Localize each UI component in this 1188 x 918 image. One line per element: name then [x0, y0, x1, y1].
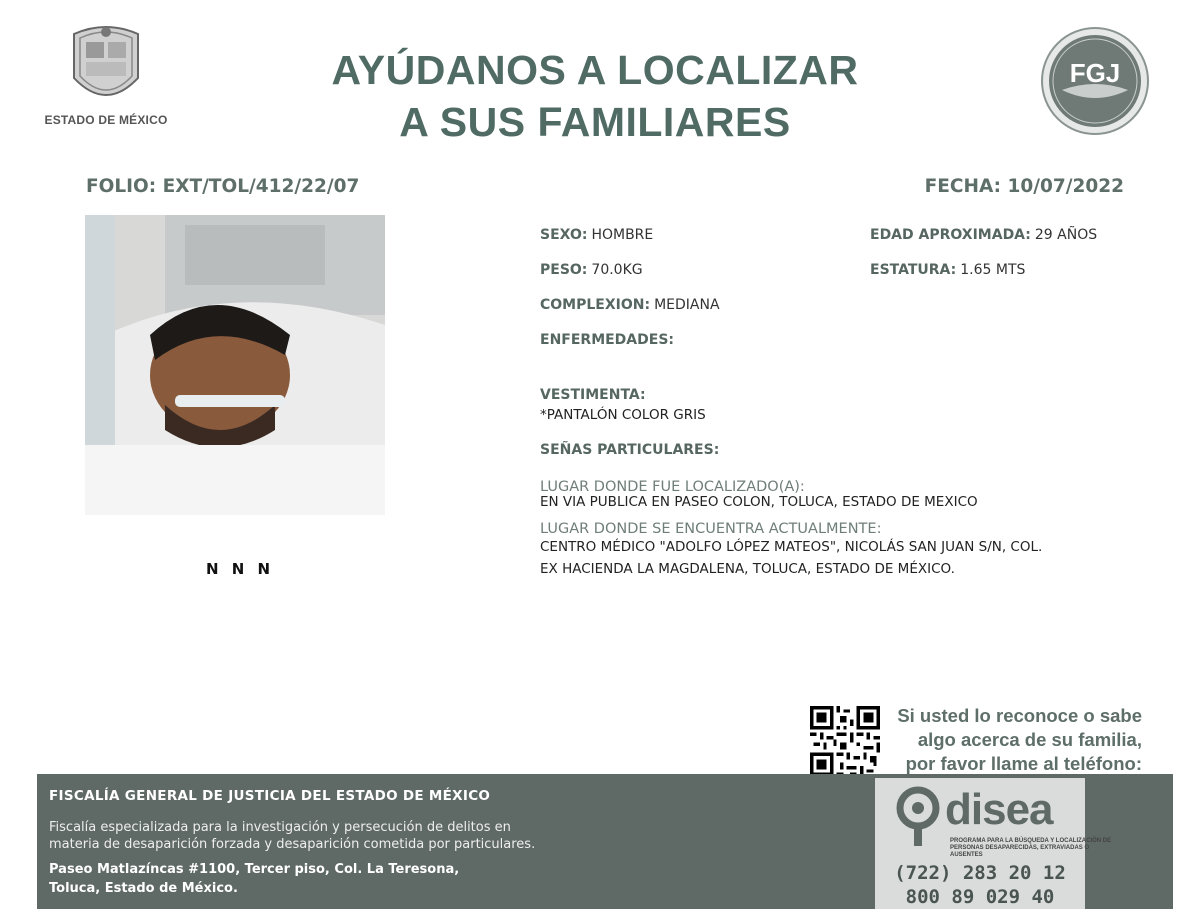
- phone-number-1[interactable]: (722) 283 20 12: [894, 862, 1066, 884]
- coat-of-arms-icon: [66, 20, 146, 108]
- field-peso-value: 70.0KG: [591, 262, 643, 278]
- field-senas: [540, 442, 723, 458]
- footer: [37, 774, 1173, 909]
- page-title: [230, 44, 960, 148]
- odisea-wordmark: disea: [945, 785, 1053, 834]
- odisea-panel: [875, 778, 1112, 909]
- field-sexo: [540, 227, 653, 243]
- lugar-actual-line-1: CENTRO MÉDICO "ADOLFO LÓPEZ MATEOS", NICOLÁS SAN JUAN S/N, COL.: [540, 539, 1043, 555]
- folio-label: FOLIO:: [86, 176, 157, 197]
- cta-line-1: Si usted lo reconoce o sabe: [897, 705, 1142, 726]
- field-peso: [540, 262, 643, 278]
- estado-de-mexico-logo: [40, 20, 172, 130]
- state-logo-caption: ESTADO DE MÉXICO: [44, 113, 168, 127]
- field-edad-value: 29 AÑOS: [1034, 227, 1098, 243]
- field-complexion-label: COMPLEXION:: [540, 297, 651, 313]
- lugar-localizado-label: LUGAR DONDE FUE LOCALIZADO(A):: [540, 479, 805, 495]
- field-complexion: [540, 297, 720, 313]
- fgj-logo-text: FGJ: [1069, 58, 1121, 88]
- magnifier-pin-icon: [895, 786, 941, 848]
- lugar-actual-label: LUGAR DONDE SE ENCUENTRA ACTUALMENTE:: [540, 521, 882, 537]
- fecha-label: FECHA:: [924, 176, 1002, 197]
- title-line-1: AYÚDANOS A LOCALIZAR: [331, 47, 859, 93]
- field-sexo-label: SEXO:: [540, 227, 588, 243]
- folio-value: EXT/TOL/412/22/07: [162, 176, 360, 197]
- footer-addr-line-1: Paseo Matlazíncas #1100, Tercer piso, Col. La Teresona,: [49, 862, 460, 877]
- field-estatura-label: ESTATURA:: [870, 262, 957, 278]
- fgj-seal-icon: [1040, 26, 1150, 136]
- qr-code-icon: [810, 706, 880, 776]
- person-photo: [85, 215, 385, 515]
- field-edad: [870, 227, 1097, 243]
- lugar-localizado-value: EN VIA PUBLICA EN PASEO COLON, TOLUCA, ESTADO DE MEXICO: [540, 494, 978, 510]
- field-sexo-value: HOMBRE: [591, 227, 654, 243]
- call-to-action: [880, 704, 1142, 776]
- title-line-2: A SUS FAMILIARES: [399, 99, 791, 145]
- field-estatura: [870, 262, 1025, 278]
- footer-addr-line-2: Toluca, Estado de México.: [49, 881, 238, 896]
- field-vestimenta-value: *PANTALÓN COLOR GRIS: [540, 407, 706, 423]
- odisea-subtitle: PROGRAMA PARA LA BÚSQUEDA Y LOCALIZACIÓN DE PERSONAS DESAPARECIDAS, EXTRAVIADAS O AUSENTES: [950, 838, 1112, 858]
- folio: [86, 176, 359, 197]
- field-vestimenta-label: VESTIMENTA:: [540, 387, 646, 403]
- field-enfermedades-label: ENFERMEDADES:: [540, 332, 675, 348]
- footer-address: [49, 860, 459, 898]
- field-vestimenta: [540, 387, 646, 403]
- phone-number-2[interactable]: 800 89 029 40: [905, 886, 1055, 908]
- person-photo-image: [85, 215, 385, 515]
- footer-desc-line-2: materia de desaparición forzada y desaparición cometida por particulares.: [49, 837, 536, 852]
- field-enfermedades: [540, 332, 678, 348]
- field-complexion-value: MEDIANA: [654, 297, 720, 313]
- cta-line-3: por favor llame al teléfono:: [905, 753, 1142, 774]
- field-edad-label: EDAD APROXIMADA:: [870, 227, 1031, 243]
- field-estatura-value: 1.65 MTS: [960, 262, 1026, 278]
- fecha: [925, 176, 1124, 197]
- field-senas-label: SEÑAS PARTICULARES:: [540, 442, 720, 458]
- cta-line-2: algo acerca de su familia,: [917, 729, 1142, 750]
- footer-desc-line-1: Fiscalía especializada para la investigación y persecución de delitos en: [49, 820, 511, 835]
- footer-org-name: FISCALÍA GENERAL DE JUSTICIA DEL ESTADO DE MÉXICO: [49, 788, 491, 804]
- lugar-actual-line-2: EX HACIENDA LA MAGDALENA, TOLUCA, ESTADO DE MÉXICO.: [540, 561, 955, 577]
- fecha-value: 10/07/2022: [1007, 176, 1124, 197]
- footer-description: [49, 819, 535, 853]
- fgj-logo: [1040, 26, 1150, 136]
- field-peso-label: PESO:: [540, 262, 588, 278]
- qr-code[interactable]: [810, 706, 880, 776]
- person-name: N N N: [205, 560, 275, 578]
- odisea-logo: [895, 784, 1112, 858]
